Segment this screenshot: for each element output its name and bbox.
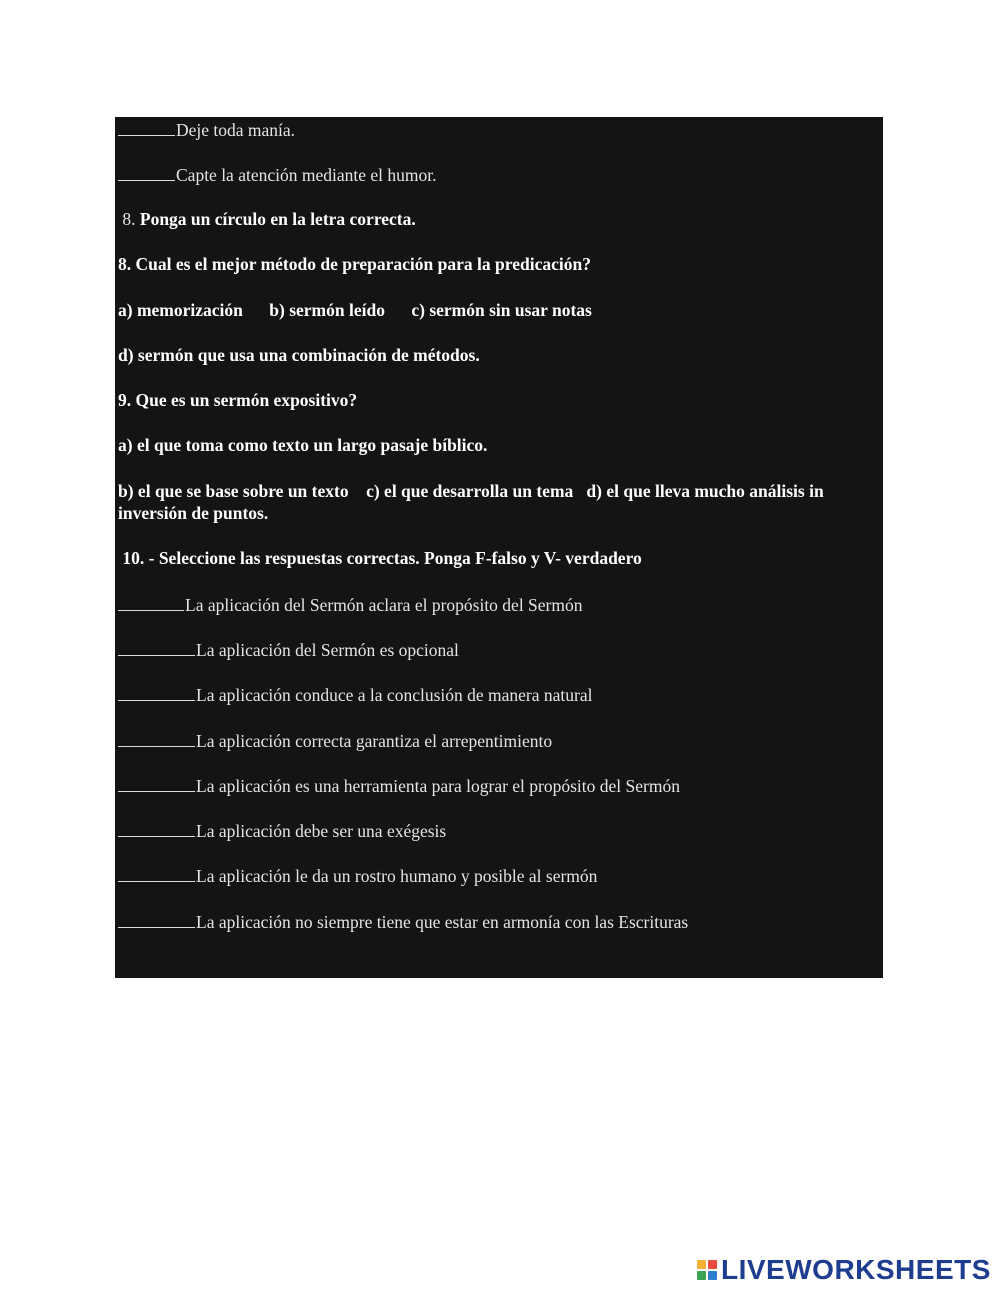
item-text: Capte la atención mediante el humor. — [176, 165, 437, 185]
q8-instruction — [118, 208, 416, 230]
q8-option-b[interactable]: b) sermón leído — [269, 300, 385, 320]
tf-item-text: La aplicación del Sermón es opcional — [196, 640, 459, 660]
tf-item — [118, 910, 688, 933]
answer-blank[interactable] — [118, 683, 195, 701]
answer-blank[interactable] — [118, 163, 175, 181]
tf-item — [118, 729, 552, 752]
q8-options-row — [118, 299, 614, 321]
q8-instruction-text: Ponga un círculo en la letra correcta. — [139, 209, 416, 229]
logo-square-icon — [708, 1260, 717, 1269]
tf-item — [118, 774, 680, 797]
tf-item — [118, 638, 459, 661]
tf-item — [118, 683, 592, 706]
item-capte-atencion — [118, 163, 436, 186]
tf-item-text: La aplicación correcta garantiza el arrepentimiento — [196, 731, 553, 751]
q8-instruction-number: 8. — [118, 209, 140, 229]
q9-option-a[interactable]: a) el que toma como texto un largo pasaje bíblico. — [118, 435, 488, 455]
logo-square-icon — [697, 1260, 706, 1269]
q8-option-c[interactable]: c) sermón sin usar notas — [411, 300, 592, 320]
answer-blank[interactable] — [118, 910, 195, 928]
logo-square-icon — [697, 1271, 706, 1280]
answer-blank[interactable] — [118, 118, 175, 136]
q8-option-a[interactable]: a) memorización — [118, 300, 243, 320]
q9-question: 9. Que es un sermón expositivo? — [118, 390, 358, 410]
liveworksheets-logo — [697, 1255, 991, 1285]
logo-text: LIVEWORKSHEETS — [721, 1254, 991, 1285]
answer-blank[interactable] — [118, 864, 195, 882]
answer-blank[interactable] — [118, 593, 184, 611]
tf-item — [118, 593, 583, 616]
item-deje-mania — [118, 118, 295, 141]
q8-question: 8. Cual es el mejor método de preparación para la predicación? — [118, 254, 591, 274]
logo-mark-icon — [697, 1260, 717, 1280]
logo-square-icon — [708, 1271, 717, 1280]
answer-blank[interactable] — [118, 819, 195, 837]
worksheet-panel — [115, 117, 883, 978]
answer-blank[interactable] — [118, 774, 195, 792]
tf-item-text: La aplicación le da un rostro humano y posible al sermón — [196, 866, 598, 886]
q8-option-d[interactable]: d) sermón que usa una combinación de métodos. — [118, 345, 480, 365]
answer-blank[interactable] — [118, 729, 195, 747]
item-text: Deje toda manía. — [176, 120, 296, 140]
tf-item-text: La aplicación debe ser una exégesis — [196, 821, 447, 841]
tf-item — [118, 819, 446, 842]
tf-item-text: La aplicación es una herramienta para lograr el propósito del Sermón — [196, 776, 680, 796]
tf-item — [118, 864, 597, 887]
answer-blank[interactable] — [118, 638, 195, 656]
tf-item-text: La aplicación no siempre tiene que estar en armonía con las Escrituras — [196, 912, 689, 932]
q10-instruction: 10. - Seleccione las respuestas correctas. Ponga F-falso y V- verdadero — [118, 548, 642, 568]
tf-item-text: La aplicación del Sermón aclara el propósito del Sermón — [185, 595, 583, 615]
tf-item-text: La aplicación conduce a la conclusión de manera natural — [196, 685, 593, 705]
q9-options-bcd[interactable]: b) el que se base sobre un texto c) el que desarrolla un tema d) el que lleva mucho análisis in inversión de puntos. — [118, 481, 829, 523]
